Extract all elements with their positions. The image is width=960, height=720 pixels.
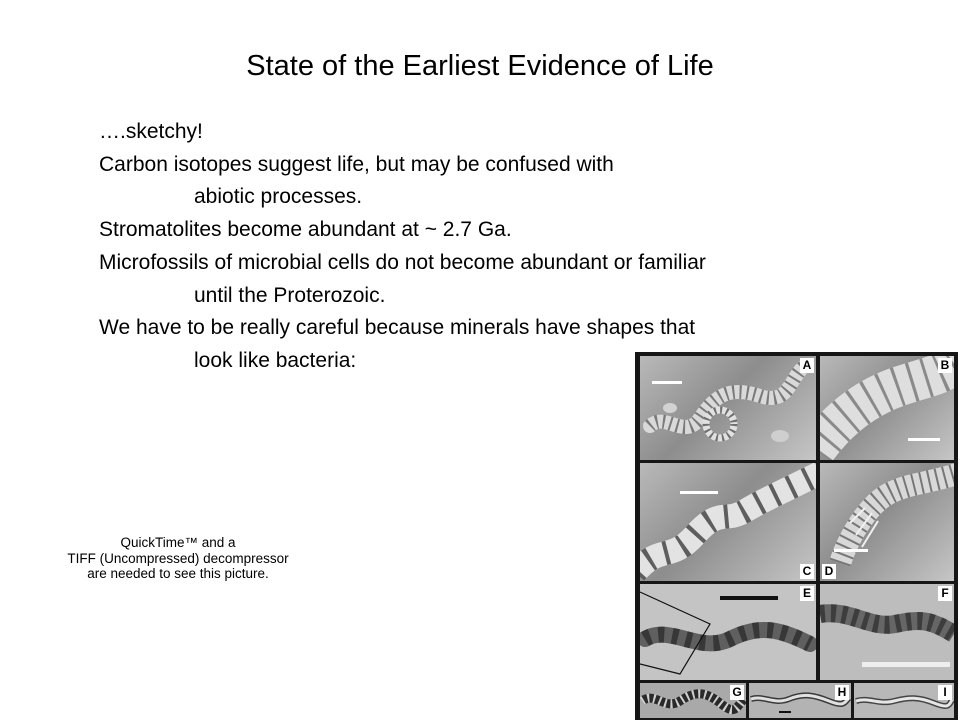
panel-f <box>820 584 954 680</box>
body-line: ….sketchy! <box>99 120 203 143</box>
slide-title: State of the Earliest Evidence of Life <box>246 50 714 82</box>
panel-c <box>640 463 816 581</box>
body-line: Stromatolites become abundant at ~ 2.7 Ga. <box>99 218 512 242</box>
scale-bar <box>908 438 940 441</box>
panel-label: H <box>835 685 849 700</box>
body-line-indented: look like bacteria: <box>194 348 357 372</box>
scale-bar <box>834 549 868 552</box>
panel-label: D <box>822 564 836 579</box>
scale-bar <box>720 596 778 600</box>
body-line: Microfossils of microbial cells do not become abundant or familiar <box>99 250 706 274</box>
body-line: We have to be really careful because minerals have shapes that <box>99 316 696 340</box>
panel-label: A <box>800 358 814 373</box>
panel-label: E <box>800 586 814 601</box>
panel-label: C <box>800 564 814 579</box>
panel-label: G <box>730 685 744 700</box>
slide-body <box>99 116 899 378</box>
scale-bar <box>862 662 950 667</box>
panel-i <box>854 683 954 718</box>
body-line-indented: until the Proterozoic. <box>194 283 386 307</box>
panel-label: I <box>938 685 952 700</box>
body-line-indented: abiotic processes. <box>194 185 363 209</box>
quicktime-line: QuickTime™ and a <box>120 535 236 550</box>
microfossil-figure <box>635 352 958 720</box>
quicktime-line: are needed to see this picture. <box>87 566 269 581</box>
panel-label: F <box>938 586 952 601</box>
scale-bar <box>680 491 718 494</box>
scale-bar <box>652 381 682 384</box>
panel-b <box>820 356 954 460</box>
panel-a <box>640 356 816 460</box>
quicktime-placeholder <box>40 535 316 582</box>
panel-h <box>749 683 851 718</box>
panel-label: B <box>938 358 952 373</box>
scale-bar <box>779 711 791 713</box>
quicktime-line: TIFF (Uncompressed) decompressor <box>67 550 289 566</box>
panel-e <box>640 584 816 680</box>
panel-g <box>640 683 746 718</box>
body-line: Carbon isotopes suggest life, but may be confused with <box>99 152 614 176</box>
panel-d <box>820 463 954 581</box>
